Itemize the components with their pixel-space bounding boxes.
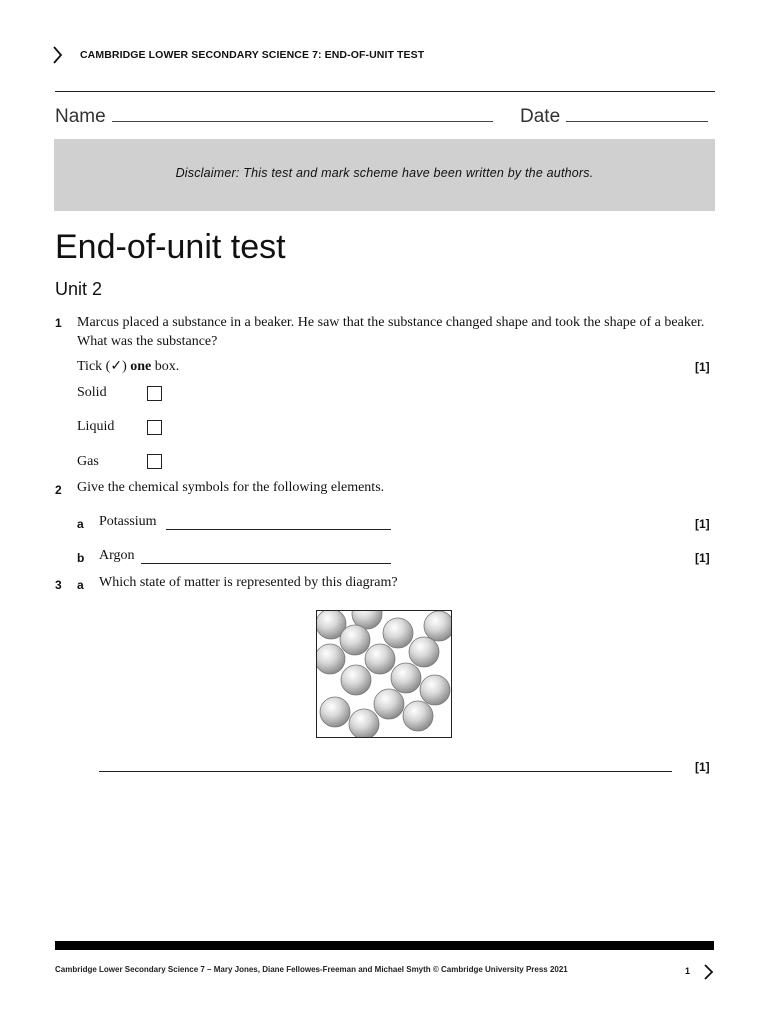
- instruction-post: box.: [151, 359, 180, 374]
- question-3a-answer-line[interactable]: [99, 771, 672, 772]
- header-divider: [55, 91, 715, 92]
- next-page-chevron-icon[interactable]: [702, 962, 714, 982]
- question-1-number: 1: [55, 316, 62, 330]
- unit-heading: Unit 2: [55, 279, 103, 299]
- footer-bar: [55, 941, 714, 950]
- disclaimer-box: [54, 139, 715, 211]
- question-3-number: 3: [55, 578, 62, 592]
- option-gas-label: Gas: [77, 454, 99, 469]
- name-field: [55, 103, 493, 128]
- instruction-mid: ): [122, 359, 131, 374]
- instruction-bold: one: [130, 359, 152, 374]
- question-2b-answer-line[interactable]: [141, 563, 391, 564]
- question-1-instruction: [77, 358, 179, 375]
- question-2a-answer-line[interactable]: [166, 529, 391, 530]
- question-2b-label: Argon: [99, 548, 135, 563]
- option-gas-checkbox[interactable]: [147, 454, 162, 469]
- tick-icon: ✓: [110, 359, 123, 374]
- footer-credit: Cambridge Lower Secondary Science 7 – Mary Jones, Diane Fellowes-Freeman and Michael Smyth © Cambridge University Press 2021: [55, 965, 568, 974]
- question-3a-text: Which state of matter is represented by this diagram?: [99, 575, 398, 590]
- question-3a-mark: [1]: [695, 760, 710, 774]
- date-answer-line[interactable]: [566, 103, 708, 122]
- date-field: [520, 103, 708, 128]
- question-2-number: 2: [55, 483, 62, 497]
- chevron-right-icon: [50, 44, 64, 66]
- question-2b-mark: [1]: [695, 551, 710, 565]
- name-answer-line[interactable]: [112, 103, 493, 122]
- option-liquid-label: Liquid: [77, 419, 115, 434]
- series-title: CAMBRIDGE LOWER SECONDARY SCIENCE 7: END-OF-UNIT TEST: [80, 49, 425, 61]
- disclaimer-text: Disclaimer: This test and mark scheme have been written by the authors.: [175, 166, 594, 180]
- question-1-mark: [1]: [695, 360, 710, 374]
- option-liquid-checkbox[interactable]: [147, 420, 162, 435]
- question-2a-letter: a: [77, 517, 84, 531]
- name-label: Name: [55, 106, 106, 127]
- liquid-particles-diagram-icon: [316, 610, 452, 738]
- question-2a-label: Potassium: [99, 514, 157, 529]
- option-solid-label: Solid: [77, 385, 107, 400]
- page-title: End-of-unit test: [55, 228, 286, 266]
- question-3a-letter: a: [77, 578, 84, 592]
- question-2b-letter: b: [77, 551, 85, 565]
- date-label: Date: [520, 106, 561, 127]
- particles-svg: [317, 611, 451, 737]
- option-solid-checkbox[interactable]: [147, 386, 162, 401]
- question-2-text: Give the chemical symbols for the following elements.: [77, 480, 385, 495]
- page-number: 1: [685, 966, 691, 976]
- question-2a-mark: [1]: [695, 517, 710, 531]
- question-1-text: Marcus placed a substance in a beaker. He saw that the substance changed shape and took the shape of a beaker. What was the substance?: [77, 315, 705, 349]
- instruction-pre: Tick (: [77, 359, 111, 374]
